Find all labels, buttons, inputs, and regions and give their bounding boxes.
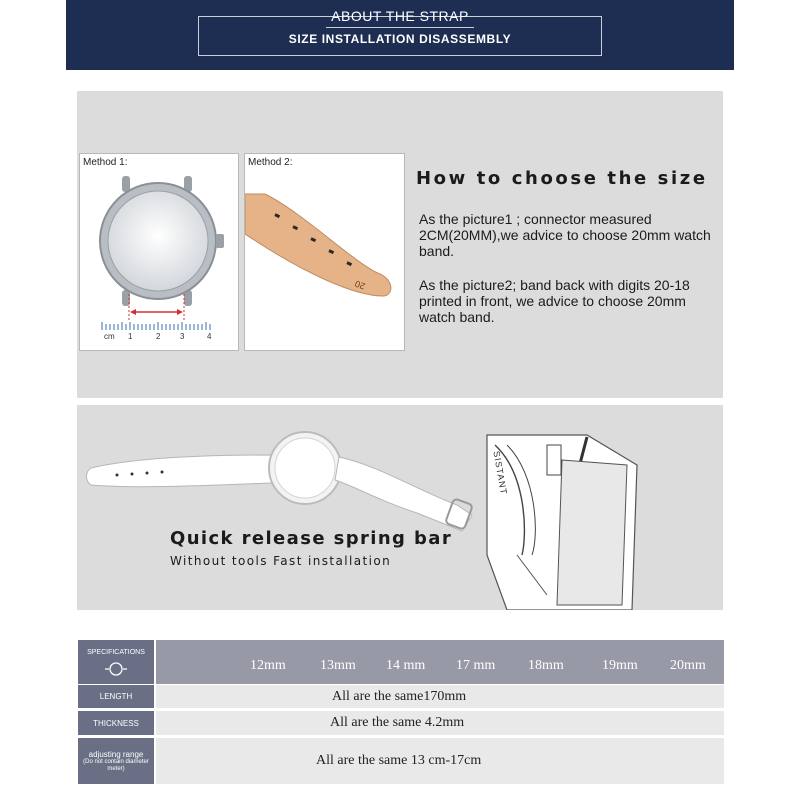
quick-release-title: Quick release spring bar (170, 528, 453, 549)
method1-description: As the picture1 ; connector measured 2CM(20MM),we advice to choose 20mm watch band. (419, 211, 711, 259)
length-value: All are the same170mm (332, 688, 467, 704)
banner-subtitle: SIZE INSTALLATION DISASSEMBLY (288, 32, 512, 46)
adjust-cell (156, 738, 724, 784)
sizes-cell (156, 640, 778, 684)
spec-table (78, 640, 778, 786)
ruler-unit: cm (104, 332, 115, 341)
ruler-tick-4: 4 (207, 332, 212, 341)
banner-title: ABOUT THE STRAP (331, 8, 469, 24)
adjust-label: adjusting range (88, 749, 144, 759)
thickness-cell (156, 711, 724, 735)
method1-label: Method 1: (83, 157, 128, 168)
adjust-label-cell (78, 738, 154, 784)
watch-case-illustration (80, 154, 240, 352)
size-18mm: 18mm (528, 658, 564, 673)
spec-row-length (78, 685, 724, 708)
length-cell (156, 685, 724, 708)
banner-divider (326, 27, 474, 28)
method2-label: Method 2: (248, 157, 293, 168)
size-22mm: 22mm (742, 658, 778, 673)
adjust-note: (Do not contain diameter meter) (83, 758, 149, 772)
spec-row-adjust (78, 738, 724, 784)
watch-icon (105, 659, 127, 677)
spec-row-thickness (78, 711, 724, 735)
choose-size-title: How to choose the size (416, 168, 708, 189)
method1-image (79, 153, 239, 351)
ruler-tick-2: 2 (156, 332, 161, 341)
spec-row-sizes (78, 640, 778, 684)
size-14mm: 14 mm (386, 658, 426, 673)
strap-size-number: 20 (353, 278, 367, 292)
quick-release-subtitle: Without tools Fast installation (170, 554, 392, 568)
size-20mm: 20mm (670, 658, 706, 673)
ruler-tick-3: 3 (180, 332, 185, 341)
size-19mm: 19mm (602, 658, 638, 673)
length-label: LENGTH (78, 685, 154, 708)
spec-header-label: SPECIFICATIONS (87, 648, 145, 656)
method2-image (244, 153, 405, 351)
method2-description: As the picture2; band back with digits 20-18 printed in front, we advice to choose 20mm watch band. (419, 277, 690, 325)
detail-label: SISTANT (491, 450, 509, 496)
adjust-value: All are the same 13 cm-17cm (316, 753, 482, 768)
size-12mm: 12mm (250, 658, 286, 673)
size-17mm: 17 mm (456, 658, 496, 673)
thickness-value: All are the same 4.2mm (330, 715, 465, 730)
spec-header-cell (78, 640, 154, 684)
header-banner (66, 0, 734, 70)
ruler-tick-1: 1 (128, 332, 133, 341)
watch-illustration (77, 405, 723, 610)
strap-back-illustration (245, 154, 406, 352)
thickness-label: THICKNESS (78, 711, 154, 735)
size-13mm: 13mm (320, 658, 356, 673)
